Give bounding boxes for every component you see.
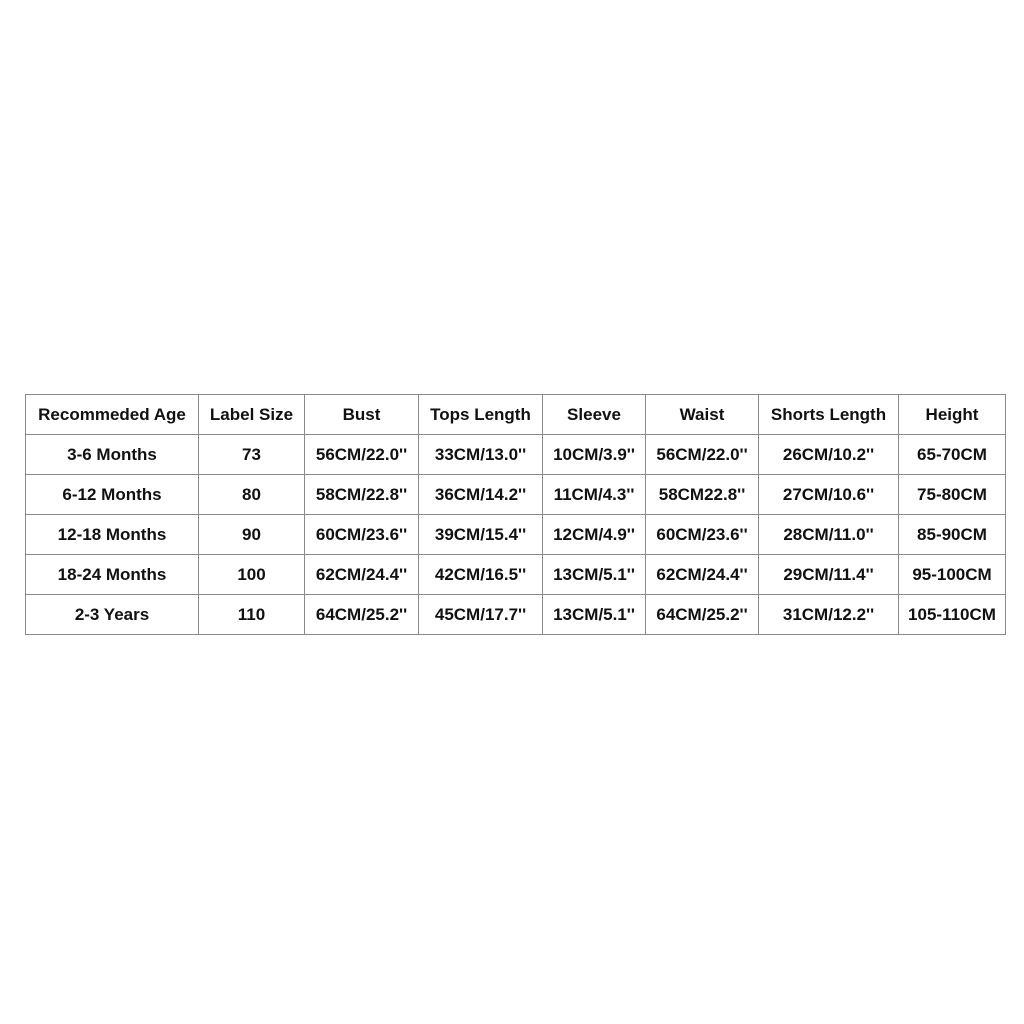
cell-age: 2-3 Years — [26, 595, 199, 635]
cell-shorts-length: 28CM/11.0'' — [759, 515, 899, 555]
cell-waist: 56CM/22.0'' — [646, 435, 759, 475]
header-waist: Waist — [646, 395, 759, 435]
cell-bust: 58CM/22.8'' — [305, 475, 419, 515]
header-row — [26, 395, 1006, 435]
cell-label-size: 73 — [199, 435, 305, 475]
table-row — [26, 555, 1006, 595]
cell-age: 18-24 Months — [26, 555, 199, 595]
cell-waist: 60CM/23.6'' — [646, 515, 759, 555]
cell-height: 75-80CM — [899, 475, 1006, 515]
cell-tops-length: 36CM/14.2'' — [419, 475, 543, 515]
table-row — [26, 475, 1006, 515]
cell-bust: 60CM/23.6'' — [305, 515, 419, 555]
table-row — [26, 435, 1006, 475]
cell-tops-length: 45CM/17.7'' — [419, 595, 543, 635]
header-shorts-length: Shorts Length — [759, 395, 899, 435]
cell-shorts-length: 27CM/10.6'' — [759, 475, 899, 515]
cell-sleeve: 12CM/4.9'' — [543, 515, 646, 555]
cell-bust: 56CM/22.0'' — [305, 435, 419, 475]
cell-height: 65-70CM — [899, 435, 1006, 475]
cell-waist: 58CM22.8'' — [646, 475, 759, 515]
cell-sleeve: 10CM/3.9'' — [543, 435, 646, 475]
cell-tops-length: 39CM/15.4'' — [419, 515, 543, 555]
cell-shorts-length: 26CM/10.2'' — [759, 435, 899, 475]
header-tops-length: Tops Length — [419, 395, 543, 435]
cell-sleeve: 13CM/5.1'' — [543, 555, 646, 595]
header-height: Height — [899, 395, 1006, 435]
size-chart-table — [25, 394, 1006, 635]
table-row — [26, 595, 1006, 635]
cell-age: 3-6 Months — [26, 435, 199, 475]
cell-shorts-length: 31CM/12.2'' — [759, 595, 899, 635]
table-row — [26, 515, 1006, 555]
cell-age: 12-18 Months — [26, 515, 199, 555]
cell-waist: 64CM/25.2'' — [646, 595, 759, 635]
header-label-size: Label Size — [199, 395, 305, 435]
cell-shorts-length: 29CM/11.4'' — [759, 555, 899, 595]
cell-tops-length: 33CM/13.0'' — [419, 435, 543, 475]
header-bust: Bust — [305, 395, 419, 435]
cell-label-size: 90 — [199, 515, 305, 555]
cell-age: 6-12 Months — [26, 475, 199, 515]
cell-waist: 62CM/24.4'' — [646, 555, 759, 595]
cell-height: 85-90CM — [899, 515, 1006, 555]
cell-sleeve: 13CM/5.1'' — [543, 595, 646, 635]
cell-label-size: 110 — [199, 595, 305, 635]
cell-label-size: 80 — [199, 475, 305, 515]
cell-bust: 64CM/25.2'' — [305, 595, 419, 635]
cell-height: 105-110CM — [899, 595, 1006, 635]
header-sleeve: Sleeve — [543, 395, 646, 435]
cell-label-size: 100 — [199, 555, 305, 595]
cell-sleeve: 11CM/4.3'' — [543, 475, 646, 515]
cell-height: 95-100CM — [899, 555, 1006, 595]
cell-tops-length: 42CM/16.5'' — [419, 555, 543, 595]
cell-bust: 62CM/24.4'' — [305, 555, 419, 595]
header-recommended-age: Recommeded Age — [26, 395, 199, 435]
